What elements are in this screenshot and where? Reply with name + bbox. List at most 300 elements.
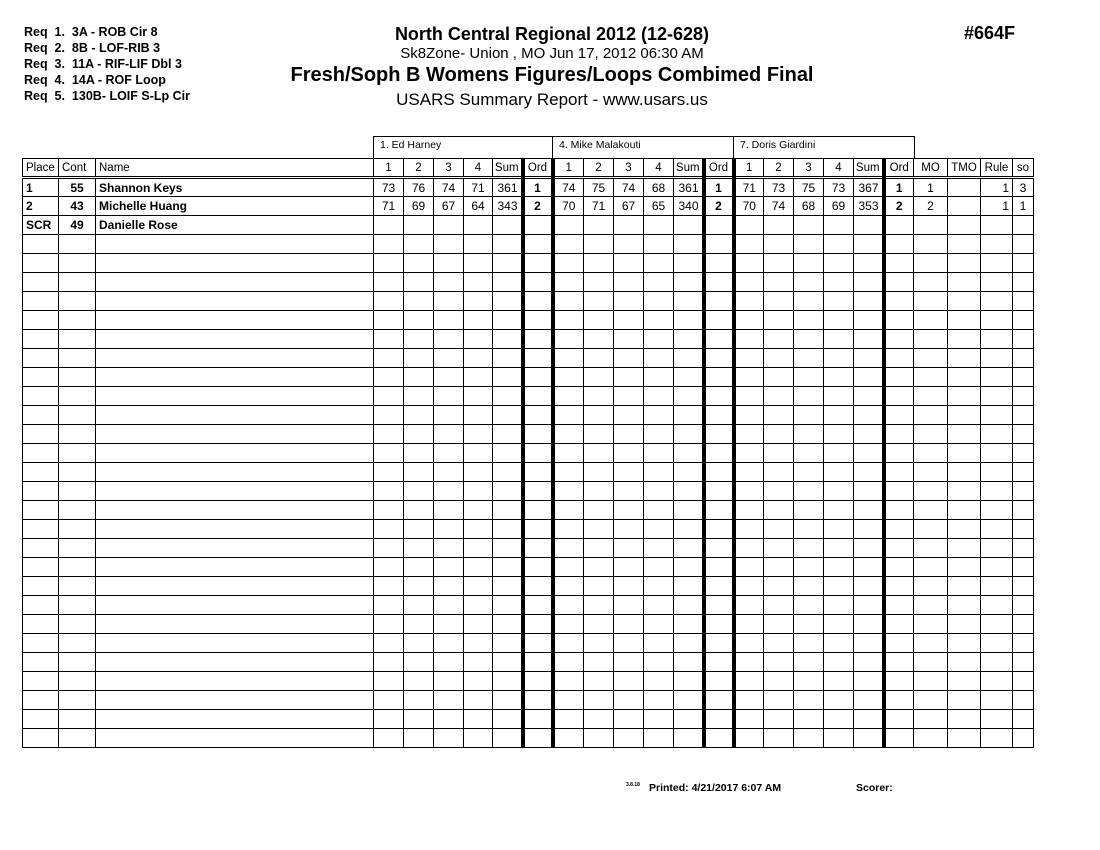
score-cell <box>404 710 434 729</box>
score-cell: 68 <box>644 178 674 197</box>
mo-cell <box>914 482 948 501</box>
score-cell <box>764 691 794 710</box>
ordinal-cell <box>884 520 914 539</box>
judge-header-2: 4. Mike Malakouti <box>552 136 734 158</box>
score-cell <box>764 368 794 387</box>
scorer-label: Scorer: <box>856 782 893 794</box>
score-cell <box>464 235 493 254</box>
score-cell: 75 <box>584 178 614 197</box>
column-header-judge3-4: 4 <box>824 159 854 178</box>
score-cell <box>644 615 674 634</box>
so-cell <box>1013 653 1034 672</box>
mo-cell: 2 <box>914 197 948 216</box>
sum-cell <box>674 539 704 558</box>
sum-cell <box>854 558 884 577</box>
score-cell <box>434 653 464 672</box>
score-cell <box>404 311 434 330</box>
so-cell <box>1013 330 1034 349</box>
score-cell <box>553 539 584 558</box>
so-cell <box>1013 558 1034 577</box>
score-cell <box>644 710 674 729</box>
requirement-2: Req 2. 8B - LOF-RIB 3 <box>24 41 161 55</box>
tmo-cell <box>948 615 981 634</box>
score-cell <box>734 539 764 558</box>
score-cell <box>824 444 854 463</box>
table-row <box>23 197 1034 216</box>
sum-cell <box>854 501 884 520</box>
ordinal-cell <box>704 216 734 235</box>
score-cell <box>584 539 614 558</box>
name-cell <box>96 634 374 653</box>
score-cell <box>734 615 764 634</box>
column-header-judge3-sum: Sum <box>854 159 884 178</box>
sum-cell <box>854 368 884 387</box>
score-cell <box>404 596 434 615</box>
so-cell <box>1013 311 1034 330</box>
sum-cell <box>493 292 523 311</box>
name-cell <box>96 368 374 387</box>
place-cell <box>23 311 59 330</box>
score-cell <box>824 577 854 596</box>
score-cell <box>764 330 794 349</box>
ordinal-cell <box>704 444 734 463</box>
score-cell <box>824 349 854 368</box>
score-cell <box>764 273 794 292</box>
column-header-judge3-1: 1 <box>734 159 764 178</box>
score-cell <box>614 425 644 444</box>
score-cell <box>824 501 854 520</box>
so-cell <box>1013 520 1034 539</box>
score-cell <box>644 539 674 558</box>
score-cell <box>824 254 854 273</box>
score-cell <box>374 710 404 729</box>
mo-cell <box>914 349 948 368</box>
score-cell <box>434 292 464 311</box>
ordinal-cell <box>523 330 553 349</box>
table-row <box>23 501 1034 520</box>
score-cell <box>434 368 464 387</box>
name-cell <box>96 577 374 596</box>
score-cell <box>734 501 764 520</box>
score-cell <box>374 729 404 748</box>
sum-cell <box>854 387 884 406</box>
tmo-cell <box>948 672 981 691</box>
mo-cell <box>914 235 948 254</box>
score-cell <box>614 634 644 653</box>
ordinal-cell <box>884 691 914 710</box>
score-cell <box>644 425 674 444</box>
ordinal-cell <box>523 482 553 501</box>
score-cell <box>464 216 493 235</box>
score-cell <box>434 311 464 330</box>
score-cell <box>764 520 794 539</box>
tmo-cell <box>948 596 981 615</box>
score-cell <box>553 653 584 672</box>
cont-cell <box>59 672 96 691</box>
score-cell <box>614 330 644 349</box>
score-cell <box>614 577 644 596</box>
score-cell <box>553 710 584 729</box>
score-cell <box>644 596 674 615</box>
sum-cell <box>493 672 523 691</box>
score-cell <box>614 691 644 710</box>
mo-cell <box>914 311 948 330</box>
score-cell <box>374 501 404 520</box>
tmo-cell <box>948 387 981 406</box>
score-cell <box>553 273 584 292</box>
so-cell <box>1013 387 1034 406</box>
column-header-judge1-4: 4 <box>464 159 493 178</box>
sum-cell <box>674 330 704 349</box>
score-cell <box>584 653 614 672</box>
sum-cell <box>854 349 884 368</box>
requirement-5: Req 5. 130B- LOIF S-Lp Cir <box>24 89 190 103</box>
ordinal-cell <box>523 729 553 748</box>
rule-cell <box>981 710 1013 729</box>
cont-cell <box>59 729 96 748</box>
score-cell <box>584 558 614 577</box>
ordinal-cell <box>884 368 914 387</box>
so-cell <box>1013 634 1034 653</box>
score-cell <box>553 349 584 368</box>
score-cell <box>764 501 794 520</box>
place-cell <box>23 558 59 577</box>
table-row <box>23 292 1034 311</box>
cont-cell <box>59 425 96 444</box>
ordinal-cell: 1 <box>704 178 734 197</box>
table-row <box>23 520 1034 539</box>
score-cell <box>553 444 584 463</box>
score-cell <box>824 558 854 577</box>
cont-cell <box>59 501 96 520</box>
name-cell <box>96 653 374 672</box>
name-cell <box>96 406 374 425</box>
sum-cell <box>493 558 523 577</box>
score-cell <box>584 444 614 463</box>
score-cell <box>553 634 584 653</box>
score-cell <box>464 729 493 748</box>
cont-cell: 43 <box>59 197 96 216</box>
rule-cell <box>981 387 1013 406</box>
sum-cell <box>674 444 704 463</box>
score-cell <box>464 501 493 520</box>
sum-cell <box>674 691 704 710</box>
column-header-judge1-2: 2 <box>404 159 434 178</box>
rule-cell <box>981 349 1013 368</box>
rule-cell <box>981 216 1013 235</box>
tmo-cell <box>948 444 981 463</box>
score-cell <box>824 387 854 406</box>
ordinal-cell: 1 <box>523 178 553 197</box>
score-cell: 67 <box>614 197 644 216</box>
score-cell <box>553 216 584 235</box>
requirement-3: Req 3. 11A - RIF-LIF Dbl 3 <box>24 57 182 71</box>
score-cell <box>584 292 614 311</box>
table-header-row <box>23 159 1034 178</box>
score-cell <box>614 596 644 615</box>
mo-cell <box>914 425 948 444</box>
sum-cell <box>854 482 884 501</box>
score-cell <box>374 330 404 349</box>
score-cell <box>824 311 854 330</box>
sum-cell: 367 <box>854 178 884 197</box>
sum-cell <box>493 501 523 520</box>
score-cell <box>614 311 644 330</box>
score-cell <box>553 406 584 425</box>
score-cell <box>374 482 404 501</box>
score-cell <box>434 254 464 273</box>
mo-cell <box>914 577 948 596</box>
column-header-place: Place <box>23 159 59 178</box>
cont-cell <box>59 596 96 615</box>
sum-cell <box>674 254 704 273</box>
name-cell <box>96 539 374 558</box>
score-cell <box>374 273 404 292</box>
sum-cell <box>674 596 704 615</box>
tmo-cell <box>948 482 981 501</box>
ordinal-cell <box>884 577 914 596</box>
ordinal-cell <box>523 691 553 710</box>
ordinal-cell <box>884 501 914 520</box>
score-cell <box>553 330 584 349</box>
place-cell: 1 <box>23 178 59 197</box>
sum-cell <box>493 634 523 653</box>
column-header-judge2-sum: Sum <box>674 159 704 178</box>
name-cell <box>96 729 374 748</box>
score-cell <box>764 444 794 463</box>
score-cell <box>734 634 764 653</box>
rule-cell <box>981 273 1013 292</box>
score-cell <box>824 216 854 235</box>
ordinal-cell <box>704 729 734 748</box>
so-cell <box>1013 691 1034 710</box>
so-cell <box>1013 501 1034 520</box>
mo-cell <box>914 691 948 710</box>
table-row <box>23 615 1034 634</box>
ordinal-cell <box>704 463 734 482</box>
score-cell <box>734 463 764 482</box>
score-cell: 68 <box>794 197 824 216</box>
tmo-cell <box>948 197 981 216</box>
mo-cell <box>914 672 948 691</box>
ordinal-cell <box>523 596 553 615</box>
ordinal-cell <box>884 387 914 406</box>
sum-cell <box>674 273 704 292</box>
ordinal-cell <box>523 634 553 653</box>
score-cell <box>584 216 614 235</box>
score-cell <box>734 349 764 368</box>
ordinal-cell <box>704 368 734 387</box>
name-cell <box>96 710 374 729</box>
ordinal-cell <box>704 330 734 349</box>
ordinal-cell <box>884 729 914 748</box>
ordinal-cell <box>704 482 734 501</box>
score-cell <box>614 235 644 254</box>
table-row <box>23 710 1034 729</box>
mo-cell <box>914 501 948 520</box>
score-cell <box>404 368 434 387</box>
score-cell <box>734 577 764 596</box>
ordinal-cell: 2 <box>884 197 914 216</box>
report-title: USARS Summary Report - www.usars.us <box>396 90 708 109</box>
ordinal-cell <box>704 710 734 729</box>
sum-cell: 340 <box>674 197 704 216</box>
score-cell <box>644 653 674 672</box>
score-cell <box>644 311 674 330</box>
name-cell <box>96 292 374 311</box>
place-cell <box>23 691 59 710</box>
score-cell <box>794 482 824 501</box>
ordinal-cell <box>704 539 734 558</box>
score-cell <box>794 729 824 748</box>
score-cell <box>644 254 674 273</box>
sum-cell <box>493 273 523 292</box>
score-cell <box>584 387 614 406</box>
score-cell <box>824 672 854 691</box>
ordinal-cell <box>523 254 553 273</box>
requirement-1: Req 1. 3A - ROB Cir 8 <box>24 25 158 39</box>
so-cell <box>1013 463 1034 482</box>
score-cell <box>764 482 794 501</box>
score-cell <box>734 672 764 691</box>
sum-cell <box>493 330 523 349</box>
score-cell <box>644 558 674 577</box>
score-cell <box>794 368 824 387</box>
so-cell: 1 <box>1013 197 1034 216</box>
ordinal-cell <box>884 444 914 463</box>
score-cell <box>404 501 434 520</box>
column-header-judge1-ord: Ord <box>523 159 553 178</box>
sum-cell <box>493 311 523 330</box>
cont-cell <box>59 406 96 425</box>
ordinal-cell <box>523 710 553 729</box>
score-cell <box>434 330 464 349</box>
score-cell <box>584 311 614 330</box>
column-header-judge2-1: 1 <box>553 159 584 178</box>
sum-cell <box>854 691 884 710</box>
score-cell <box>794 444 824 463</box>
version-label: 3.8.18 <box>626 782 640 788</box>
name-cell <box>96 501 374 520</box>
score-cell <box>374 292 404 311</box>
mo-cell <box>914 292 948 311</box>
mo-cell <box>914 634 948 653</box>
score-cell <box>404 406 434 425</box>
score-cell <box>734 520 764 539</box>
ordinal-cell <box>704 520 734 539</box>
ordinal-cell <box>884 539 914 558</box>
sum-cell <box>493 425 523 444</box>
tmo-cell <box>948 368 981 387</box>
score-cell <box>794 539 824 558</box>
table-row <box>23 216 1034 235</box>
score-cell: 71 <box>734 178 764 197</box>
mo-cell <box>914 729 948 748</box>
score-cell <box>794 558 824 577</box>
ordinal-cell: 1 <box>884 178 914 197</box>
score-cell <box>584 349 614 368</box>
score-cell <box>614 368 644 387</box>
place-cell <box>23 235 59 254</box>
sum-cell <box>493 615 523 634</box>
rule-cell <box>981 235 1013 254</box>
table-row <box>23 672 1034 691</box>
event-number: #664F <box>964 23 1016 43</box>
score-cell <box>794 406 824 425</box>
cont-cell: 49 <box>59 216 96 235</box>
place-cell <box>23 482 59 501</box>
so-cell <box>1013 710 1034 729</box>
mo-cell <box>914 539 948 558</box>
column-header-judge2-2: 2 <box>584 159 614 178</box>
score-cell <box>764 710 794 729</box>
ordinal-cell <box>704 596 734 615</box>
score-cell <box>584 425 614 444</box>
score-cell: 74 <box>434 178 464 197</box>
ordinal-cell <box>884 273 914 292</box>
score-cell <box>584 729 614 748</box>
table-row <box>23 463 1034 482</box>
rule-cell <box>981 596 1013 615</box>
score-cell <box>464 349 493 368</box>
ordinal-cell <box>884 596 914 615</box>
score-cell: 76 <box>404 178 434 197</box>
score-cell: 70 <box>553 197 584 216</box>
score-cell <box>584 273 614 292</box>
ordinal-cell <box>704 672 734 691</box>
score-cell <box>794 577 824 596</box>
so-cell <box>1013 273 1034 292</box>
score-cell <box>553 501 584 520</box>
tmo-cell <box>948 691 981 710</box>
tmo-cell <box>948 178 981 197</box>
score-cell <box>824 406 854 425</box>
table-row <box>23 653 1034 672</box>
mo-cell <box>914 216 948 235</box>
sum-cell <box>674 615 704 634</box>
tmo-cell <box>948 710 981 729</box>
score-cell <box>404 520 434 539</box>
score-cell <box>734 254 764 273</box>
score-cell <box>614 539 644 558</box>
column-header-judge1-sum: Sum <box>493 159 523 178</box>
score-cell <box>644 235 674 254</box>
score-cell <box>614 501 644 520</box>
score-cell <box>764 558 794 577</box>
score-cell <box>764 672 794 691</box>
score-cell <box>644 406 674 425</box>
so-cell <box>1013 672 1034 691</box>
score-cell <box>764 406 794 425</box>
score-cell <box>824 330 854 349</box>
score-cell <box>824 653 854 672</box>
score-cell <box>464 387 493 406</box>
score-cell <box>374 463 404 482</box>
sum-cell <box>854 615 884 634</box>
column-header-judge2-4: 4 <box>644 159 674 178</box>
sum-cell <box>493 520 523 539</box>
sum-cell <box>674 482 704 501</box>
sum-cell <box>854 216 884 235</box>
score-cell <box>584 615 614 634</box>
score-cell <box>794 273 824 292</box>
place-cell <box>23 330 59 349</box>
score-cell <box>464 710 493 729</box>
score-cell <box>584 463 614 482</box>
score-cell <box>374 672 404 691</box>
tmo-cell <box>948 539 981 558</box>
table-row <box>23 406 1034 425</box>
